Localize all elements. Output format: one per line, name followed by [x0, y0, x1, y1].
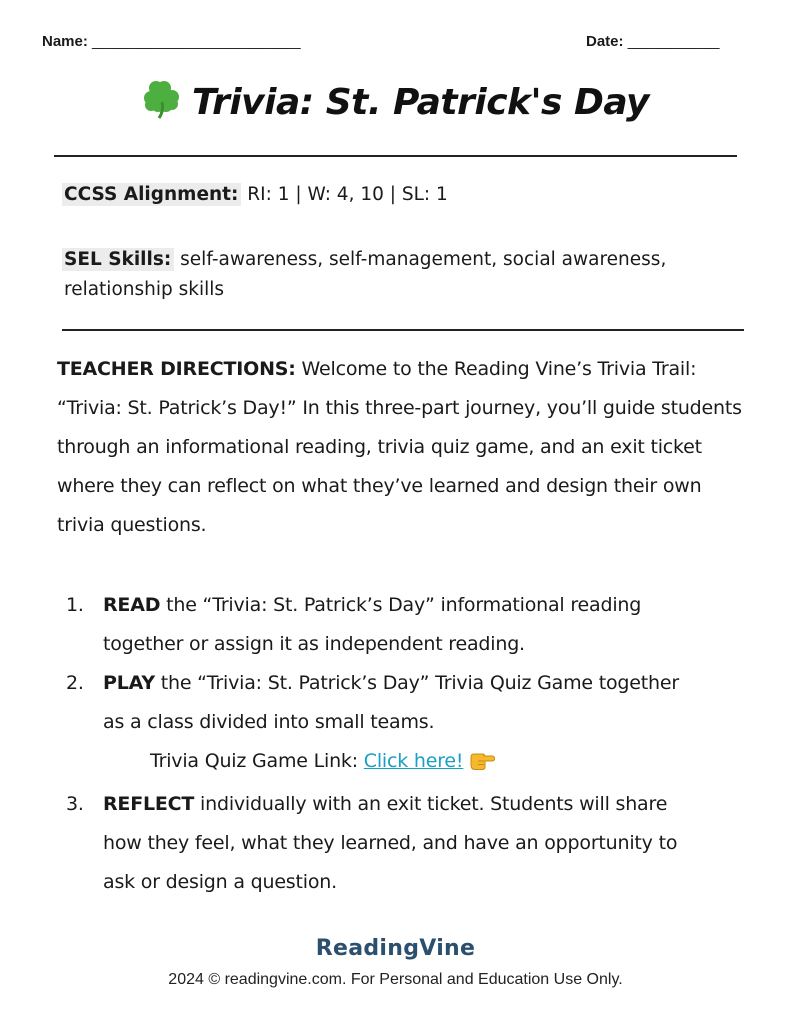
pointing-hand-icon — [469, 746, 495, 785]
step-keyword: REFLECT — [103, 793, 195, 815]
name-field — [42, 33, 301, 50]
teacher-directions — [57, 350, 747, 545]
step-text-line3: ask or design a question. — [103, 871, 337, 893]
directions-label: TEACHER DIRECTIONS: — [57, 358, 296, 380]
name-label: Name: — [42, 33, 88, 50]
step-number: 1. — [66, 594, 84, 616]
shamrock-icon — [142, 78, 182, 129]
date-blank: ___________ — [627, 33, 720, 50]
ccss-value: RI: 1 | W: 4, 10 | SL: 1 — [247, 184, 448, 205]
sel-skills — [64, 245, 666, 305]
sel-label: SEL Skills: — [62, 248, 174, 271]
step-keyword: READ — [103, 594, 161, 616]
sel-value-line2: relationship skills — [64, 279, 225, 300]
step-text-line1: the “Trivia: St. Patrick’s Day” Trivia Quiz Game together — [160, 672, 679, 694]
steps-list — [57, 586, 747, 902]
quiz-game-link[interactable]: Click here! — [363, 750, 464, 772]
section-divider — [62, 329, 744, 331]
quiz-link-label: Trivia Quiz Game Link: — [150, 750, 358, 772]
step-reflect — [57, 785, 747, 902]
step-keyword: PLAY — [103, 672, 155, 694]
step-number: 3. — [66, 793, 84, 815]
copyright-notice: 2024 © readingvine.com. For Personal and Education Use Only. — [168, 971, 623, 988]
page-title: Trivia: St. Patrick's Day — [191, 82, 650, 123]
sel-value-line1: self-awareness, self-management, social awareness, — [180, 249, 667, 270]
date-label: Date: — [586, 33, 624, 50]
ccss-label: CCSS Alignment: — [62, 183, 241, 206]
name-blank: _________________________ — [92, 33, 301, 50]
date-field — [586, 33, 719, 50]
step-number: 2. — [66, 672, 84, 694]
title-divider — [54, 155, 737, 157]
brand-logo: ReadingVine — [315, 936, 476, 961]
step-text-line1: the “Trivia: St. Patrick’s Day” informational reading — [166, 594, 642, 616]
step-read — [57, 586, 747, 664]
step-text-line1: individually with an exit ticket. Students will share — [200, 793, 668, 815]
directions-text: Welcome to the Reading Vine’s Trivia Trail: “Trivia: St. Patrick’s Day!” In this three-part journey, you’ll guide students through an informational reading, trivia quiz game, and an exit ticket where they can reflect on what they’ve learned and design their own trivia questions. — [57, 358, 742, 536]
ccss-alignment — [64, 184, 448, 205]
step-text-line2: together or assign it as independent reading. — [103, 633, 525, 655]
step-text-line2: as a class divided into small teams. — [103, 711, 435, 733]
step-text-line2: how they feel, what they learned, and have an opportunity to — [103, 832, 678, 854]
step-play — [57, 664, 747, 742]
quiz-link-row — [57, 742, 747, 785]
page-title-row — [0, 78, 791, 129]
